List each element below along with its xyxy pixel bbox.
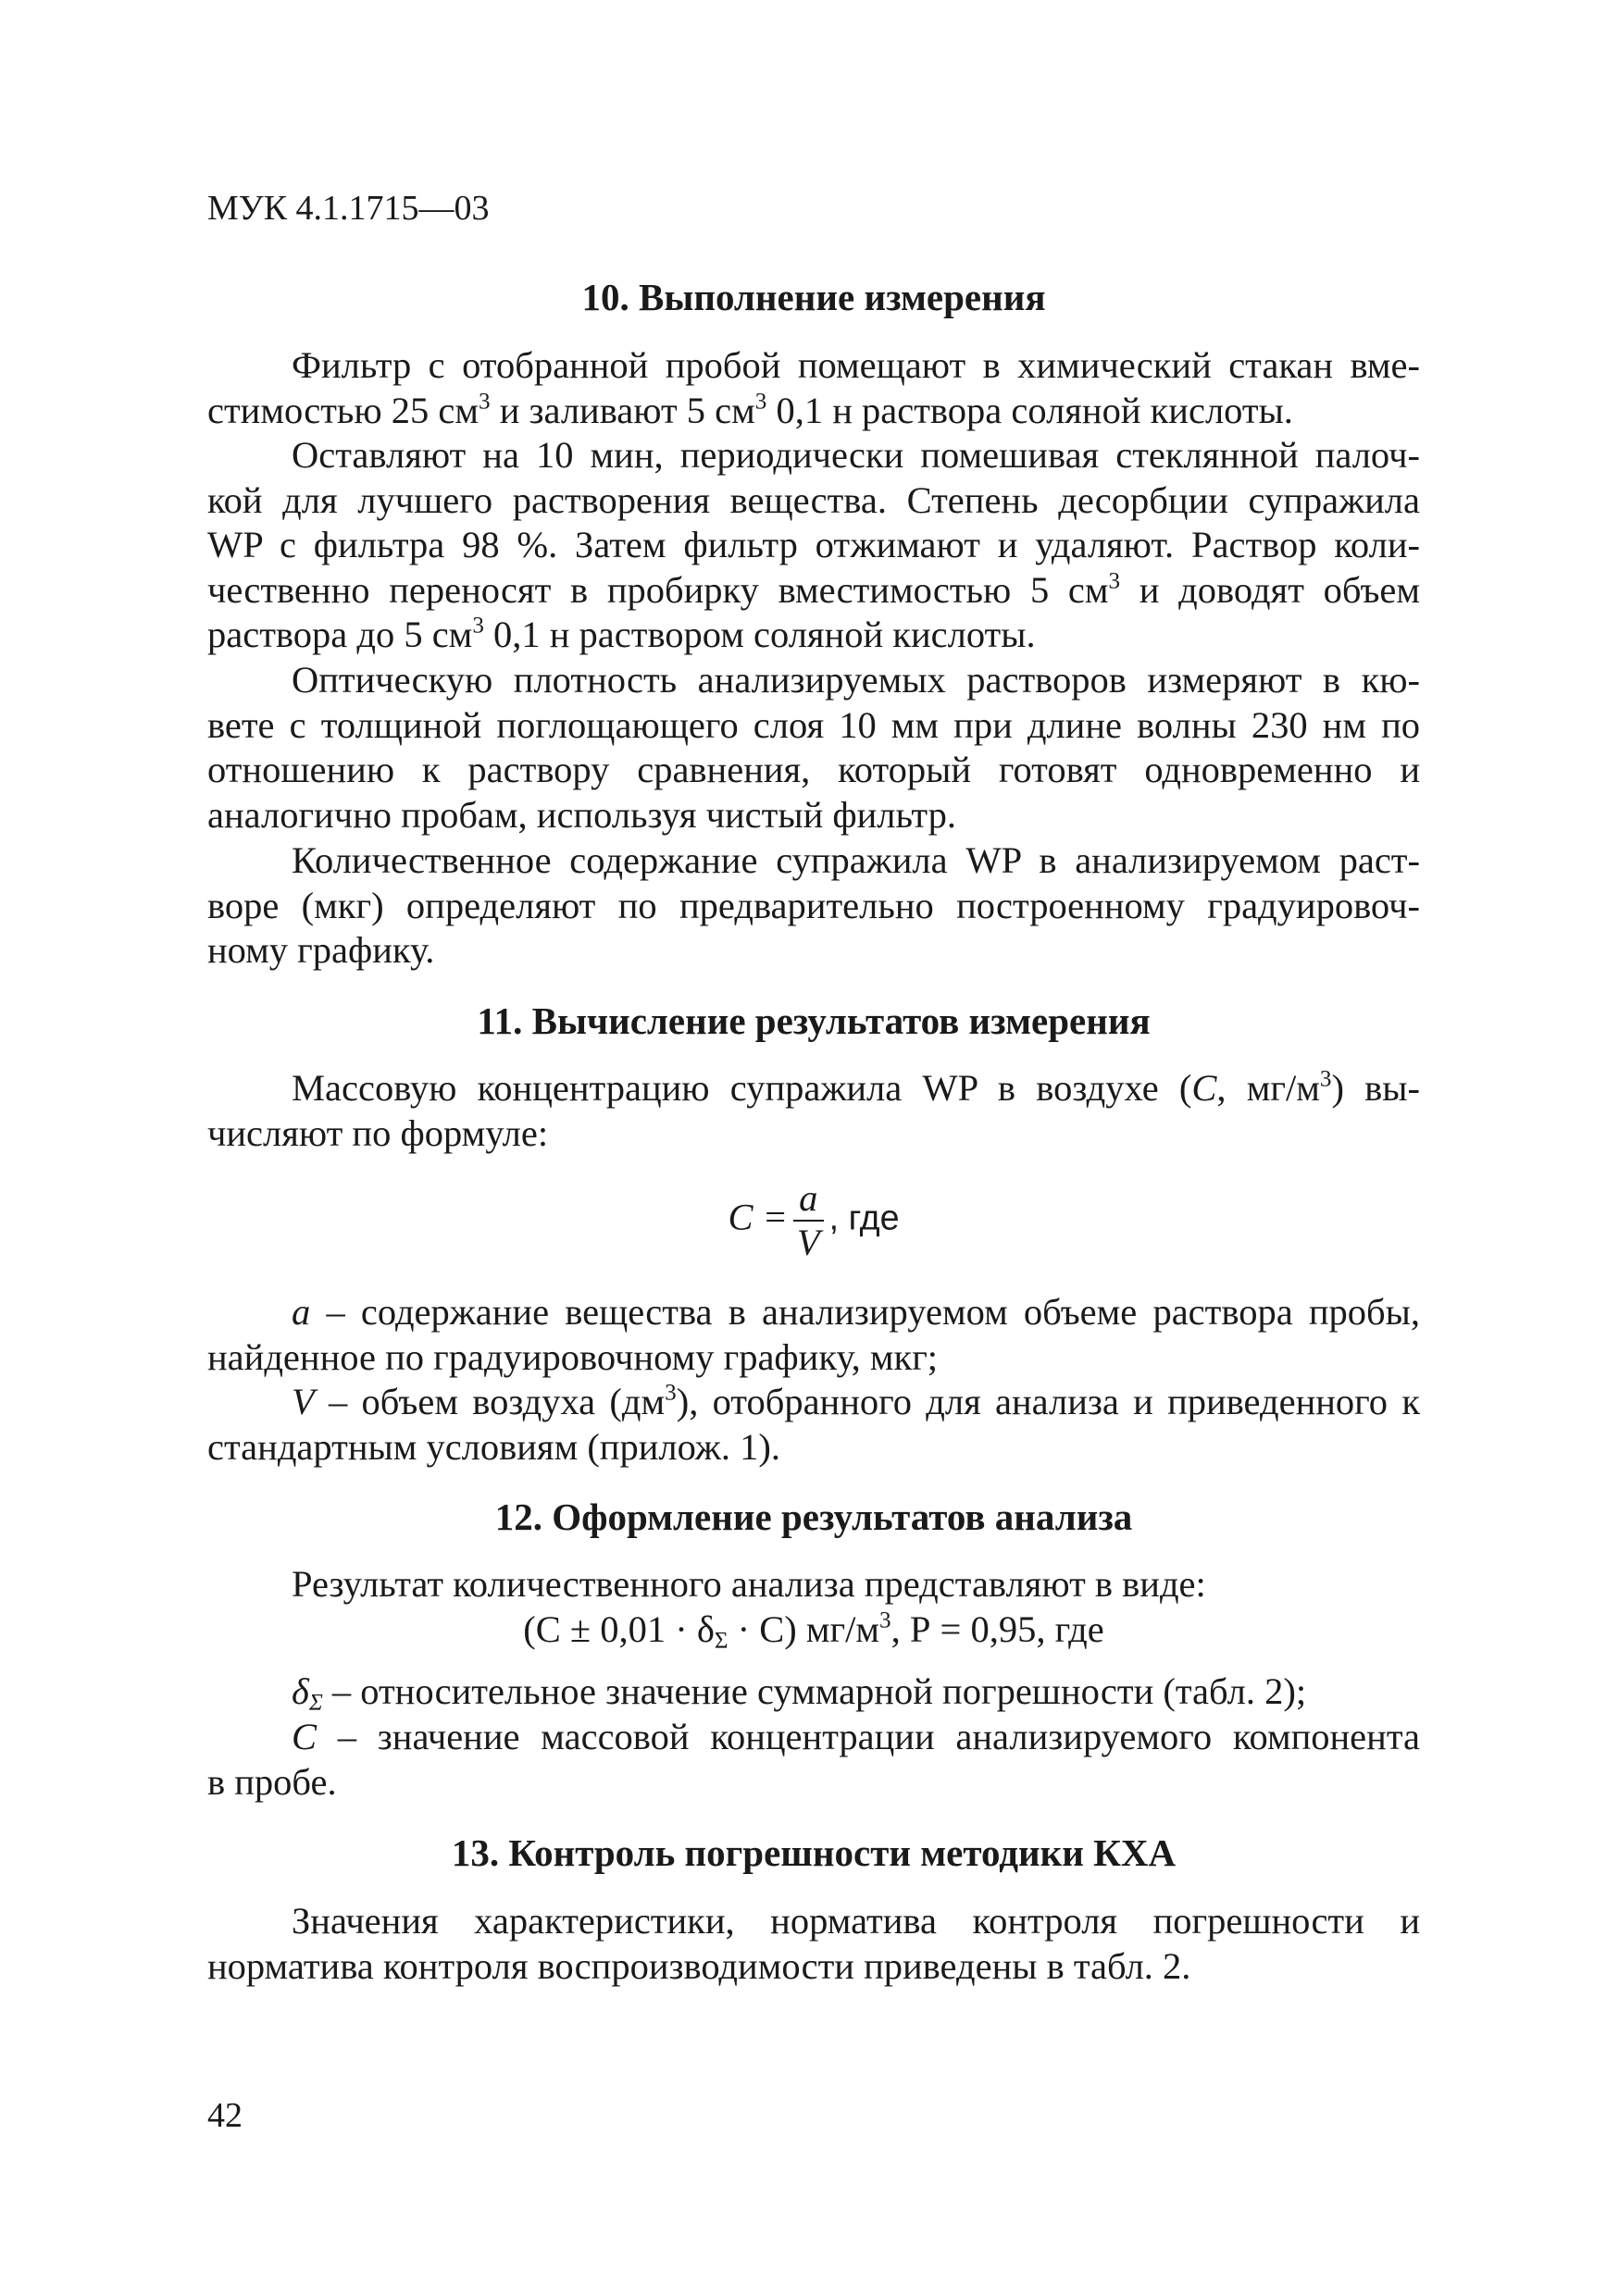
text-line: найденное по градуировочному графику, мкг; [207, 1335, 939, 1378]
formula-result: $(С \pm 0,01 \cdot \delta_\Sigma \cdot С)$ $мг/м^3$, Р = 0,95, где [523, 1607, 1104, 1654]
text-line: норматива контроля воспроизводимости приведены в табл. 2. [207, 1944, 1191, 1987]
section-11-heading: 11. Вычисление результатов измерения [477, 999, 1151, 1042]
text-line: Фильтр с отобранной пробой помещают в химический стакан вме- [292, 344, 1420, 386]
text-line: воре (мкг) определяют по предварительно построенному градуировоч- [207, 884, 1420, 926]
section-10-heading: 10. Выполнение измерения [581, 276, 1046, 318]
definition-v [207, 1380, 1420, 1470]
section-10-paragraph-4 [207, 838, 1420, 974]
text-line: Оставляют на 10 мин, периодически помешивая стеклянной палоч- [292, 434, 1420, 476]
text-line: Оптическую плотность анализируемых растворов измеряют в кю- [292, 659, 1420, 701]
section-12-paragraph-1 [207, 1562, 1420, 1607]
text-line: в пробе. [207, 1760, 337, 1803]
formula-concentration: C = $\frac{a}{V}$ , где [728, 1177, 900, 1263]
text-line: ному графику. [207, 929, 435, 972]
definition-delta [207, 1669, 1420, 1715]
text-line: аналогично пробам, используя чистый фильтр. [207, 793, 956, 836]
section-13-heading: 13. Контроль погрешности методики КХА [451, 1831, 1177, 1874]
section-13-paragraph-1 [207, 1899, 1420, 1989]
text-line: стандартным условиям (прилож. 1). [207, 1425, 780, 1468]
text-line: V – объем воздуха $(дм^3)$, отобранного для анализа и приведенного к [292, 1380, 1420, 1422]
text-line: вете с толщиной поглощающего слоя 10 мм при длине волны 230 нм по [207, 703, 1420, 746]
text-line: C – значение массовой концентрации анализируемого компонента [292, 1716, 1420, 1757]
text-line: WP с фильтра 98 %. Затем фильтр отжимают и удаляют. Раствор коли- [207, 524, 1420, 566]
text-line: Массовую концентрацию супражила WP в воздухе (C, $мг/м^3$) вы- [292, 1066, 1421, 1109]
text-line: раствора до 5 $см^3$ 0,1 н раствором соляной кислоты. [207, 613, 1036, 656]
formula-fraction: $\frac{a}{V}$ [793, 1177, 824, 1264]
document-code-header: МУК 4.1.1715—03 [207, 189, 490, 228]
section-11-paragraph-1 [207, 1066, 1420, 1156]
text-line: $\delta_\Sigma$ – относительное значение суммарной погрешности (табл. 2); [292, 1670, 1307, 1716]
text-line: отношению к раствору сравнения, который готовят одновременно и [207, 749, 1420, 791]
section-10-paragraph-1 [207, 343, 1420, 433]
text-line: a – содержание вещества в анализируемом объеме раствора пробы, [292, 1291, 1420, 1333]
text-line: стимостью 25 $см^3$ и заливают 5 $см^3$ 0,1 н раствора соляной кислоты. [207, 389, 1293, 431]
definition-a [207, 1290, 1420, 1380]
section-12-heading: 12. Оформление результатов анализа [494, 1496, 1133, 1538]
text-line: Количественное содержание супражила WP в анализируемом раст- [292, 839, 1420, 881]
page-number: 42 [207, 2096, 243, 2135]
text-line: кой для лучшего растворения вещества. Степень десорбции супражила [207, 478, 1420, 521]
section-10-paragraph-3 [207, 658, 1420, 838]
section-10-paragraph-2 [207, 433, 1420, 658]
text-line: чественно переносят в пробирку вместимостью 5 $см^3$ и доводят объем [207, 568, 1420, 611]
text-line: числяют по формуле: [207, 1111, 549, 1154]
definition-c [207, 1715, 1420, 1805]
text-line: Результат количественного анализа представляют в виде: [292, 1563, 1206, 1605]
text-line: Значения характеристики, норматива контроля погрешности и [292, 1900, 1420, 1942]
